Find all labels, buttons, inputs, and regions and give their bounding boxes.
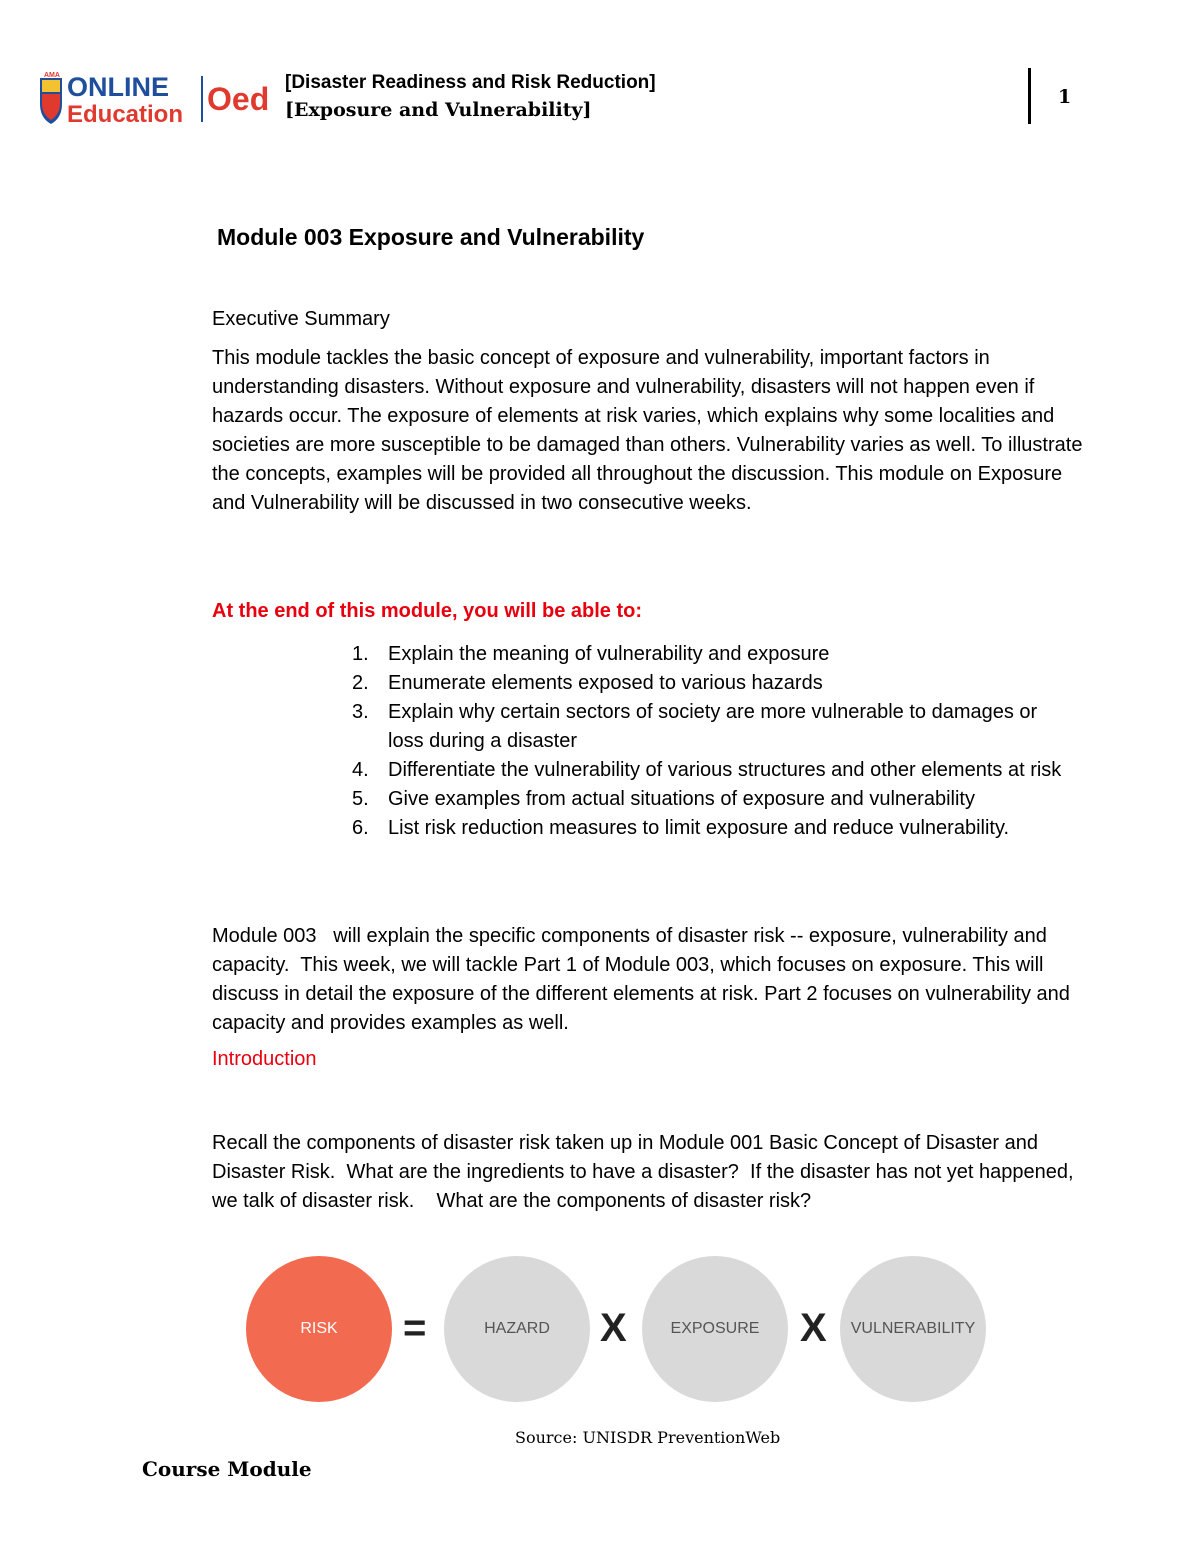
executive-summary-body: This module tackles the basic concept of exposure and vulnerability, important factors in understanding disasters. Without exposure and vulnerability, disasters will not happen even if hazards occur. The exposure of elements at risk varies, which explains why some localities and societies are more susceptible to be damaged than others. Vulnerability varies as well. To illustrate the concepts, examples will be provided all throughout the discussion. This module on Exposure and Vulnerability will be discussed in two consecutive weeks. [212, 347, 1083, 514]
page-number: 1 [1058, 86, 1072, 108]
objective-number: 3. [352, 701, 369, 723]
executive-summary-label: Executive Summary [212, 308, 390, 330]
module-overview-paragraph: Module 003 will explain the specific components of disaster risk -- exposure, vulnerability and capacity. This week, we will tackle Part 1 of Module 003, which focuses on exposure. This will discuss in detail the exposure of the different elements at risk. Part 2 focuses on vulnerability and capacity and provides examples as well. [212, 925, 1076, 1034]
module-title: Module 003 Exposure and Vulnerability [217, 224, 645, 250]
course-title: [Disaster Readiness and Risk Reduction] [285, 72, 656, 93]
svg-text:AMA: AMA [44, 72, 60, 79]
objective-text: Explain the meaning of vulnerability and exposure [388, 643, 830, 665]
page-footer: Course Module [142, 1457, 312, 1481]
introduction-heading: Introduction [212, 1048, 317, 1070]
objective-number: 6. [352, 817, 369, 839]
risk-equation-diagram [240, 1256, 1000, 1406]
objective-number: 4. [352, 759, 369, 781]
hazard-circle: HAZARD [444, 1256, 590, 1402]
objective-item [352, 640, 1072, 669]
objectives-list [352, 640, 1072, 843]
objectives-heading: At the end of this module, you will be able to: [212, 600, 643, 622]
objective-text: Differentiate the vulnerability of various structures and other elements at risk [388, 759, 1062, 781]
online-education-logo [36, 70, 276, 126]
ama-crest-icon [40, 72, 62, 124]
figure-source: Source: UNISDR PreventionWeb [515, 1428, 781, 1447]
objective-text: Enumerate elements exposed to various hazards [388, 672, 823, 694]
multiply-sign: X [800, 1306, 827, 1350]
objective-item [352, 669, 1072, 698]
objective-text: List risk reduction measures to limit exposure and reduce vulnerability. [388, 817, 1010, 839]
objective-text: Explain why certain sectors of society are more vulnerable to damages or loss during a disaster [388, 701, 1038, 752]
objective-number: 1. [352, 643, 369, 665]
objective-item [352, 756, 1072, 785]
logo-word-online: ONLINE [67, 72, 170, 102]
logo-word-education: Education [67, 101, 184, 126]
objective-number: 2. [352, 672, 369, 694]
risk-circle: RISK [246, 1256, 392, 1402]
equals-sign: = [403, 1306, 427, 1350]
logo-mark-oed: Oed [207, 81, 270, 117]
objective-item [352, 785, 1072, 814]
multiply-sign: X [600, 1306, 627, 1350]
objective-number: 5. [352, 788, 369, 810]
module-subtitle: [Exposure and Vulnerability] [285, 99, 592, 121]
objective-item [352, 814, 1072, 843]
objective-text: Give examples from actual situations of exposure and vulnerability [388, 788, 975, 810]
objective-item [352, 698, 1072, 756]
vulnerability-circle: VULNERABILITY [840, 1256, 986, 1402]
exposure-circle: EXPOSURE [642, 1256, 788, 1402]
header-divider [1028, 68, 1031, 124]
introduction-body: Recall the components of disaster risk taken up in Module 001 Basic Concept of Disaster and Disaster Risk. What are the ingredients to have a disaster? If the disaster has not yet happened, we talk of disaster risk. What are the components of disaster risk? [212, 1132, 1080, 1212]
